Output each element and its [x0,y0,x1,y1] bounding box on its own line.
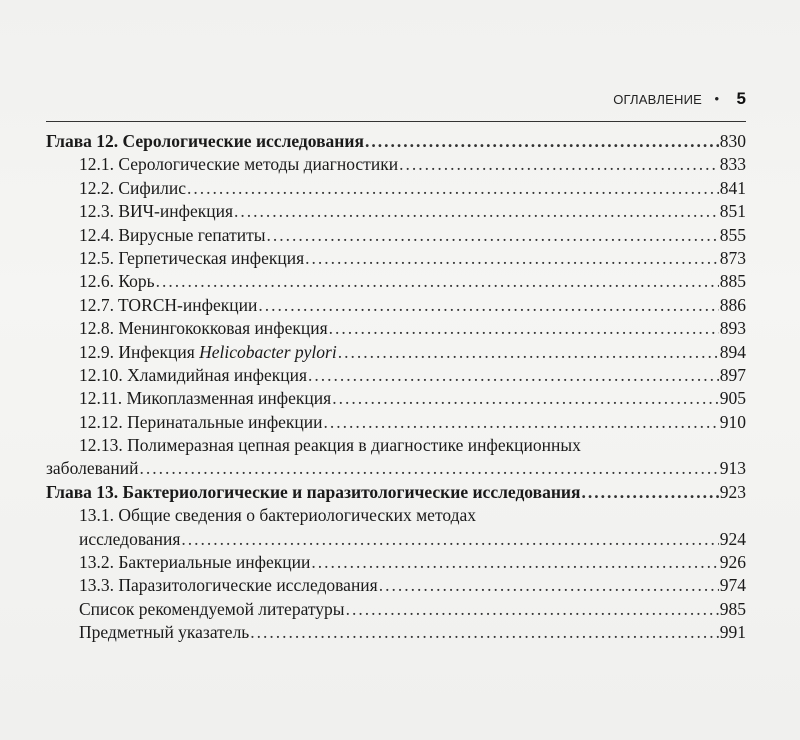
table-of-contents [46,130,746,645]
toc-entry-page: 830 [719,131,746,151]
leader-dots [250,621,718,644]
toc-entry-12-13-line1[interactable] [46,434,746,457]
leader-dots [581,481,718,504]
toc-entry-13-1-line1[interactable] [46,504,746,527]
leader-dots [258,294,718,317]
toc-entry-12-13-line2[interactable] [46,457,746,480]
toc-entry-12-5[interactable] [46,247,746,270]
toc-entry-12-10[interactable] [46,364,746,387]
toc-entry-page: 926 [719,552,746,573]
toc-entry-12-9[interactable] [46,341,746,364]
toc-entry-12-11[interactable] [46,387,746,410]
toc-entry-label: 12.11. Микоплазменная инфекция [79,388,332,409]
toc-entry-label: Глава 12. Серологические исследования [46,131,364,151]
toc-entry-label: 12.8. Менингококковая инфекция [79,318,328,339]
leader-dots [140,457,719,480]
toc-entry-page: 833 [719,154,746,175]
toc-entry-page: 841 [719,177,746,198]
toc-entry-page: 913 [719,458,746,479]
toc-entry-page: 886 [719,294,746,315]
toc-entry-label: 12.12. Перинатальные инфекции [79,411,323,432]
toc-entry-page: 873 [719,247,746,268]
toc-entry-13-2[interactable] [46,551,746,574]
leader-dots [234,200,719,223]
leader-dots [399,153,719,176]
toc-entry-12-12[interactable] [46,411,746,434]
toc-entry-label-continued: исследования [79,528,181,549]
toc-entry-page: 851 [719,201,746,222]
toc-entry-page: 974 [719,575,746,596]
toc-entry-label-continued: заболеваний [46,458,139,479]
toc-entry-label-prefix: 12.9. Инфекция [79,341,200,362]
header-divider [46,121,746,122]
toc-entry-page: 985 [719,598,746,619]
leader-dots [329,317,719,340]
leader-dots [346,598,719,621]
leader-dots [338,341,719,364]
toc-entry-label: 12.3. ВИЧ-инфекция [79,201,234,222]
toc-entry-label: Предметный указатель [79,622,250,643]
toc-entry-page: 991 [719,622,746,643]
toc-entry-label: 12.13. Полимеразная цепная реакция в диагностике инфекционных [79,435,581,456]
leader-dots [365,130,719,153]
toc-entry-page: 905 [719,388,746,409]
toc-entry-references[interactable] [46,598,746,621]
toc-entry-12-7[interactable] [46,294,746,317]
toc-entry-label: 12.6. Корь [79,271,155,292]
running-header [40,88,746,110]
toc-entry-chapter-12[interactable] [46,130,746,153]
leader-dots [324,411,719,434]
toc-entry-13-1-line2[interactable] [46,528,746,551]
toc-entry-label: 13.1. Общие сведения о бактериологических методах [79,505,477,526]
toc-entry-page: 910 [719,411,746,432]
leader-dots [156,270,719,293]
running-header-title: ОГЛАВЛЕНИЕ [613,92,702,107]
toc-entry-page: 897 [719,364,746,385]
leader-dots [267,224,719,247]
toc-entry-label: 12.1. Серологические методы диагностики [79,154,399,175]
toc-entry-page: 855 [719,224,746,245]
page-number: 5 [736,89,746,108]
toc-entry-12-8[interactable] [46,317,746,340]
toc-entry-12-1[interactable] [46,153,746,176]
toc-entry-label-italic: Helicobacter pylori [199,341,337,362]
leader-dots [332,387,719,410]
leader-dots [308,364,719,387]
toc-entry-label: 12.10. Хламидийная инфекция [79,364,308,385]
leader-dots [379,574,719,597]
toc-entry-12-4[interactable] [46,224,746,247]
toc-entry-label [79,341,337,364]
toc-entry-label: 12.2. Сифилис [79,177,186,198]
toc-entry-page: 893 [719,318,746,339]
toc-entry-label: 12.7. TORCH-инфекции [79,294,258,315]
toc-entry-label: 13.3. Паразитологические исследования [79,575,378,596]
toc-entry-label: 12.5. Герпетическая инфекция [79,247,305,268]
toc-entry-index[interactable] [46,621,746,644]
toc-entry-page: 923 [719,481,746,502]
toc-entry-13-3[interactable] [46,574,746,597]
toc-entry-label: Глава 13. Бактериологические и паразитологические исследования [46,481,581,502]
leader-dots [305,247,719,270]
toc-entry-page: 885 [719,271,746,292]
toc-entry-label: 13.2. Бактериальные инфекции [79,552,311,573]
toc-entry-12-2[interactable] [46,177,746,200]
toc-entry-12-6[interactable] [46,270,746,293]
leader-dots [187,177,719,200]
leader-dots [311,551,718,574]
leader-dots [181,528,718,551]
toc-entry-label: Список рекомендуемой литературы [79,598,345,619]
header-bullet: • [714,91,719,106]
toc-entry-label: 12.4. Вирусные гепатиты [79,224,266,245]
toc-entry-chapter-13[interactable] [46,481,746,504]
toc-entry-page: 924 [719,528,746,549]
toc-entry-page: 894 [719,341,746,362]
toc-entry-12-3[interactable] [46,200,746,223]
